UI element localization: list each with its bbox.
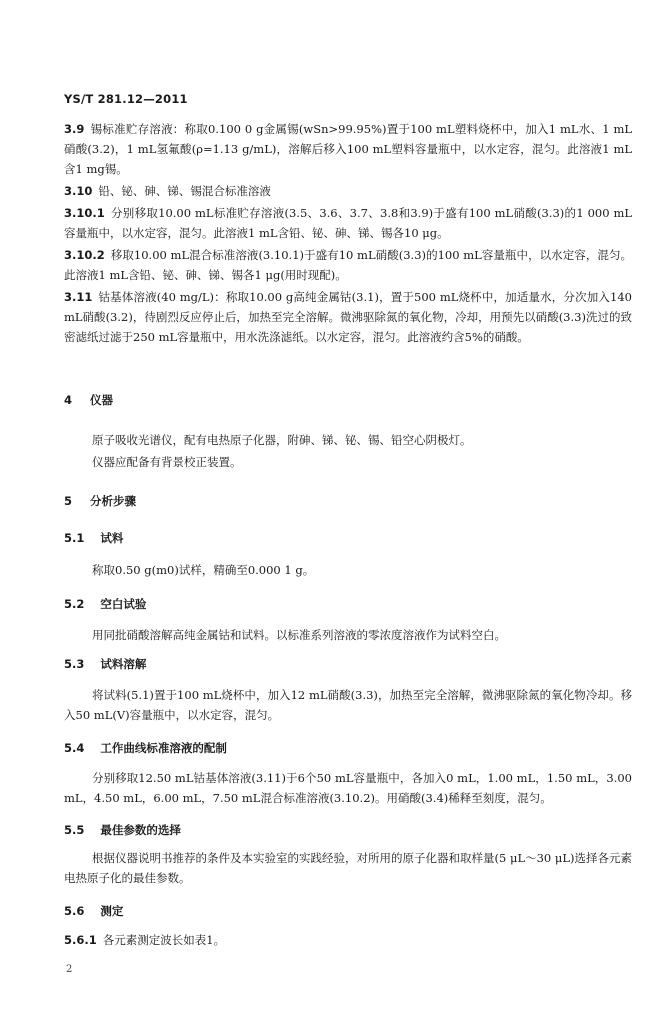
clause-5-2-text: 用同批硝酸溶解高纯金属钴和试料。以标准系列溶液的零浓度溶液作为试料空白。 [92,628,506,642]
clause-title: 最佳参数的选择 [100,823,181,837]
clause-5-3-text: 将试料(5.1)置于100 mL烧杯中，加入12 mL硝酸(3.3)，加热至完全溶解，微沸驱除氮的氧化物冷却。移入50 mL(V)容量瓶中，以水定容，混匀。 [64,688,632,722]
section-number: 4 [64,393,73,407]
clause-5-4-heading [64,740,227,756]
clause-text: 移取10.00 mL混合标准溶液(3.10.1)于盛有10 mL硝酸(3.3)的100 mL容量瓶中，以水定容，混匀。此溶液1 mL含铅、铋、砷、锑、锡各1 μg(用时现配)。 [64,248,632,282]
clause-title: 试料 [100,531,124,545]
clause-number: 5.6.1 [64,933,97,947]
clause-number: 5.4 [64,741,85,755]
section-4-heading [64,392,113,408]
clause-5-5-text: 根据仪器说明书推荐的条件及本实验室的实践经验，对所用的原子化器和取样量(5 μL～30 μL)选择各元素电热原子化的最佳参数。 [64,851,632,885]
clause-number: 3.10 [64,184,93,198]
clause-5-6-1 [64,930,632,950]
page-number: 2 [66,964,73,975]
clause-3-11 [64,287,632,347]
section-4-para-1: 原子吸收光谱仪，配有电热原子化器，附砷、锑、铋、锡、铅空心阴极灯。 [92,433,472,447]
clause-3-9 [64,119,632,179]
clause-5-5-heading [64,822,181,838]
clause-text: 锡标准贮存溶液：称取0.100 0 g金属锡(wSn>99.95%)置于100 mL塑料烧杯中，加入1 mL水、1 mL硝酸(3.2)，1 mL氢氟酸(ρ=1.13 g/mL)，溶解后移入100 mL塑料容量瓶中，以水定容，混匀。此溶液1 mL含1 mg锡。 [64,122,632,176]
clause-number: 5.3 [64,657,85,671]
section-title: 仪器 [90,393,114,407]
clause-text: 钴基体溶液(40 mg/L)：称取10.00 g高纯金属钴(3.1)，置于500 mL烧杯中，加适量水，分次加入140 mL硝酸(3.2)，待剧烈反应停止后，加热至完全溶解。微沸驱除氮的氧化物，冷却，用预先以硝酸(3.3)洗过的致密滤纸过滤于250 mL容量瓶中，用水洗涤滤纸。以水定容，混匀。此溶液约含5%的硝酸。 [64,290,632,344]
clause-3-10-1 [64,203,632,243]
clause-3-10 [64,181,632,201]
section-5-heading [64,493,136,509]
clause-number: 5.2 [64,597,85,611]
clause-number: 3.9 [64,122,85,136]
clause-5-2-heading [64,596,146,612]
clause-title: 工作曲线标准溶液的配制 [100,741,227,755]
clause-5-6-heading [64,903,123,919]
clause-3-10-2 [64,245,632,285]
clause-5-3-heading [64,656,146,672]
clause-number: 3.11 [64,290,93,304]
clause-5-1-text: 称取0.50 g(m0)试样，精确至0.000 1 g。 [92,563,315,577]
standard-code: YS/T 281.12—2011 [64,92,188,106]
section-title: 分析步骤 [90,494,137,508]
clause-5-1-heading [64,530,123,546]
section-number: 5 [64,494,73,508]
section-4-para-2: 仪器应配备有背景校正装置。 [92,455,242,469]
clause-number: 3.10.2 [64,248,105,262]
clause-text: 分别移取10.00 mL标准贮存溶液(3.5、3.6、3.7、3.8和3.9)于盛有100 mL硝酸(3.3)的1 000 mL容量瓶中，以水定容，混匀。此溶液1 mL含铅、铋、砷、锑、锡各10 μg。 [64,206,632,240]
clause-title: 测定 [100,904,124,918]
clause-number: 5.5 [64,823,85,837]
clause-text: 铅、铋、砷、锑、锡混合标准溶液 [98,184,271,198]
clause-title: 试料溶解 [100,657,147,671]
clause-5-4-text: 分别移取12.50 mL钴基体溶液(3.11)于6个50 mL容量瓶中，各加入0 mL，1.00 mL，1.50 mL，3.00 mL，4.50 mL，6.00 mL，7.50 mL混合标准溶液(3.10.2)。用硝酸(3.4)稀释至刻度，混匀。 [64,771,632,805]
clause-number: 3.10.1 [64,206,105,220]
clause-text: 各元素测定波长如表1。 [102,933,226,947]
clause-number: 5.6 [64,904,85,918]
clause-number: 5.1 [64,531,85,545]
clause-title: 空白试验 [100,597,147,611]
